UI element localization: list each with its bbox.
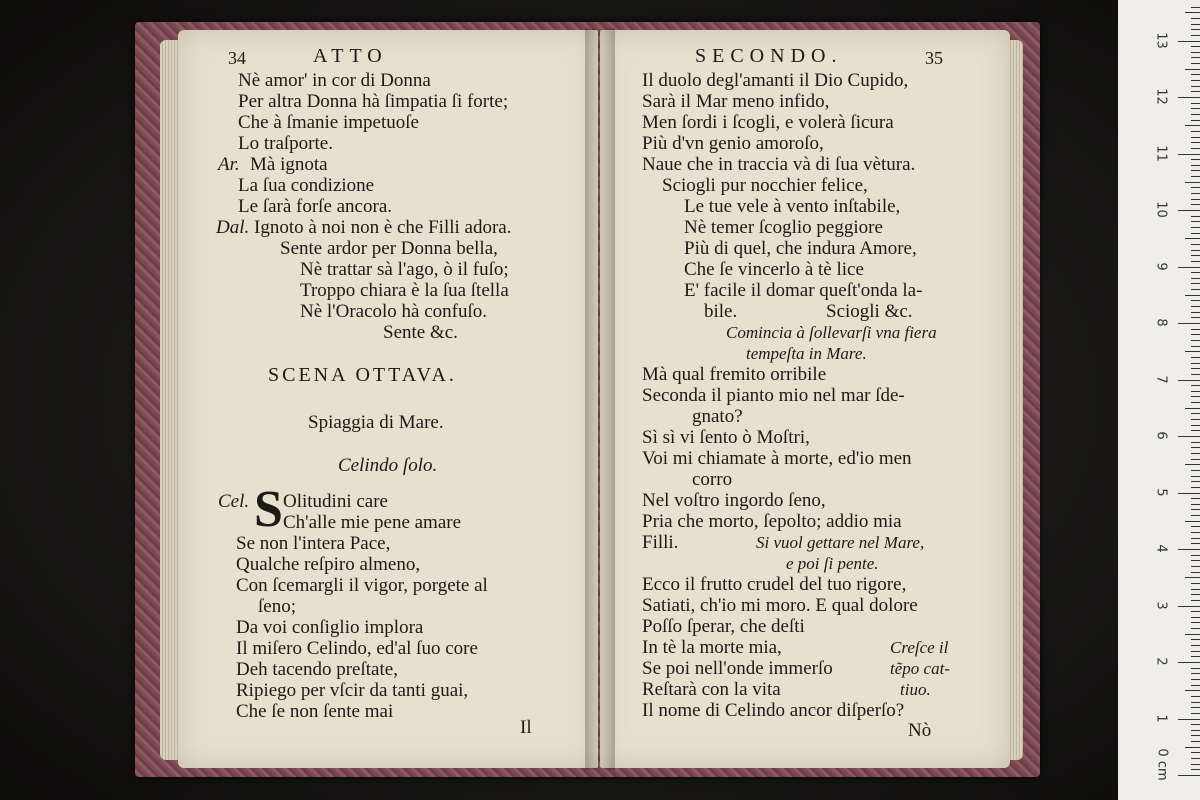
ruler-tick <box>1191 453 1200 454</box>
ruler-tick <box>1191 532 1200 533</box>
ruler-tick <box>1191 261 1200 262</box>
ruler-tick <box>1191 617 1200 618</box>
text-line: Sente &c. <box>383 322 458 343</box>
text-line: Se poi nell'onde immerſo <box>642 658 833 679</box>
text-line: Il duolo degl'amanti il Dio Cupido, <box>642 70 909 91</box>
ruler-tick <box>1178 493 1200 494</box>
running-head: SECONDO. <box>695 45 843 67</box>
ruler-tick <box>1191 35 1200 36</box>
ruler-label: 5 <box>1153 487 1169 497</box>
ruler-tick <box>1178 662 1200 663</box>
ruler-tick <box>1191 639 1200 640</box>
ruler-tick <box>1191 572 1200 573</box>
ruler-tick <box>1191 656 1200 657</box>
ruler-tick <box>1191 300 1200 301</box>
scene-title: SCENA OTTAVA. <box>268 364 457 386</box>
ruler-tick <box>1191 131 1200 132</box>
ruler-tick <box>1191 419 1200 420</box>
ruler-tick <box>1191 306 1200 307</box>
ruler-tick <box>1191 216 1200 217</box>
ruler-tick <box>1191 340 1200 341</box>
ruler-tick <box>1191 199 1200 200</box>
ruler-tick <box>1191 402 1200 403</box>
text-line: ſeno; <box>258 596 296 617</box>
ruler-tick <box>1191 233 1200 234</box>
text-line: Nel voſtro ingordo ſeno, <box>642 490 826 511</box>
ruler-tick <box>1191 628 1200 629</box>
ruler-tick <box>1191 413 1200 414</box>
ruler-tick <box>1191 515 1200 516</box>
ruler-tick <box>1191 289 1200 290</box>
text-line: Sciogli &c. <box>826 301 913 322</box>
text-line: E' facile il domar queſt'onda la- <box>684 280 923 301</box>
ruler-tick <box>1191 317 1200 318</box>
ruler-tick <box>1191 622 1200 623</box>
text-line: Satiati, ch'io mi moro. E qual dolore <box>642 595 918 616</box>
left-page <box>178 30 598 768</box>
ruler-tick <box>1191 600 1200 601</box>
ruler-tick <box>1178 41 1200 42</box>
text-line: Più di quel, che indura Amore, <box>684 238 917 259</box>
text-line: Ecco il frutto crudel del tuo rigore, <box>642 574 907 595</box>
ruler-tick <box>1191 57 1200 58</box>
ruler-tick <box>1191 555 1200 556</box>
ruler-tick <box>1191 504 1200 505</box>
stage-direction: tẽpo cat- <box>890 659 950 678</box>
text-line: Nè trattar sà l'ago, ò il fuſo; <box>300 259 509 280</box>
ruler-tick <box>1191 227 1200 228</box>
ruler-tick <box>1191 735 1200 736</box>
ruler-tick <box>1191 148 1200 149</box>
text-line: Che ſe non ſente mai <box>236 701 394 722</box>
ruler-tick <box>1178 436 1200 437</box>
ruler-label: 2 <box>1153 657 1169 666</box>
ruler-label: 10 <box>1153 201 1169 218</box>
ruler-tick <box>1191 752 1200 753</box>
text-line: Più d'vn genio amoroſo, <box>642 133 824 154</box>
ruler-tick <box>1191 374 1200 375</box>
ruler-tick <box>1191 86 1200 87</box>
stage-direction: tempeſta in Mare. <box>746 344 867 363</box>
ruler-tick <box>1191 583 1200 584</box>
ruler-tick <box>1178 719 1200 720</box>
ruler-tick <box>1191 159 1200 160</box>
ruler-tick <box>1191 594 1200 595</box>
text-line: La ſua condizione <box>238 175 375 196</box>
text-line: Nè l'Oracolo hà confuſo. <box>300 301 488 322</box>
page-number: 35 <box>925 48 943 68</box>
text-line: Nè amor' in cor di Donna <box>238 70 431 91</box>
ruler-tick <box>1191 363 1200 364</box>
ruler-tick <box>1178 210 1200 211</box>
ruler-tick <box>1185 521 1200 522</box>
ruler-tick <box>1185 464 1200 465</box>
ruler-tick <box>1178 380 1200 381</box>
ruler-tick <box>1191 707 1200 708</box>
ruler-tick <box>1191 74 1200 75</box>
text-line: Le tue vele à vento inſtabile, <box>684 196 901 217</box>
measuring-ruler <box>1118 0 1200 800</box>
ruler-tick <box>1191 769 1200 770</box>
ruler-label: 7 <box>1153 374 1169 384</box>
text-line: Qualche reſpiro almeno, <box>236 554 421 575</box>
ruler-tick <box>1178 606 1200 607</box>
ruler-label: 13 <box>1153 31 1169 49</box>
ruler-tick <box>1185 577 1200 578</box>
ruler-tick <box>1191 52 1200 53</box>
ruler-tick <box>1191 137 1200 138</box>
ruler-tick <box>1178 549 1200 550</box>
text-line: Sciogli pur nocchier felice, <box>662 175 868 196</box>
ruler-tick <box>1191 543 1200 544</box>
text-line: Olitudini care <box>283 491 388 512</box>
character-note: Celindo ſolo. <box>338 455 438 476</box>
ruler-tick <box>1185 747 1200 748</box>
ruler-tick <box>1191 346 1200 347</box>
ruler-label: 6 <box>1153 431 1169 440</box>
ruler-tick <box>1191 538 1200 539</box>
ruler-tick <box>1191 391 1200 392</box>
ruler-tick <box>1191 63 1200 64</box>
ruler-tick <box>1185 351 1200 352</box>
text-line: bile. <box>704 301 738 322</box>
ruler-tick <box>1191 29 1200 30</box>
ruler-tick <box>1191 447 1200 448</box>
ruler-tick <box>1191 679 1200 680</box>
text-line: corro <box>692 469 733 490</box>
ruler-tick <box>1191 250 1200 251</box>
text-line: Ch'alle mie pene amare <box>283 512 462 533</box>
text-line: Ripiego per vſcir da tanti guai, <box>236 680 469 701</box>
ruler-tick <box>1185 69 1200 70</box>
ruler-tick <box>1185 408 1200 409</box>
text-line: Il nome di Celindo ancor diſperſo? <box>642 700 905 721</box>
scene-setting: Spiaggia di Mare. <box>308 412 444 433</box>
ruler-label: 0 cm <box>1154 748 1170 781</box>
ruler-tick <box>1191 114 1200 115</box>
text-line: gnato? <box>692 406 743 427</box>
ruler-label: 11 <box>1153 144 1169 162</box>
stage-direction: tiuo. <box>900 680 931 699</box>
ruler-tick <box>1191 560 1200 561</box>
ruler-tick <box>1191 498 1200 499</box>
ruler-tick <box>1191 487 1200 488</box>
text-line: Seconda il pianto mio nel mar ſde- <box>642 385 905 406</box>
text-line: Con ſcemargli il vigor, porgete al <box>236 575 488 596</box>
ruler-tick <box>1191 651 1200 652</box>
ruler-tick <box>1191 702 1200 703</box>
ruler-tick <box>1191 713 1200 714</box>
ruler-tick <box>1191 108 1200 109</box>
right-page <box>600 30 1010 768</box>
ruler-tick <box>1191 204 1200 205</box>
ruler-tick <box>1178 267 1200 268</box>
text-line: Deh tacendo preſtate, <box>236 659 398 680</box>
ruler-tick <box>1191 312 1200 313</box>
ruler-tick <box>1191 481 1200 482</box>
ruler-tick <box>1191 668 1200 669</box>
ruler-label: 8 <box>1153 318 1169 327</box>
ruler-label: 1 <box>1153 713 1169 723</box>
ruler-tick <box>1191 18 1200 19</box>
running-head: ATTO <box>313 45 388 67</box>
ruler-tick <box>1191 120 1200 121</box>
text-line: Poſſo ſperar, che deſti <box>642 616 805 637</box>
ruler-tick <box>1191 730 1200 731</box>
ruler-tick <box>1191 741 1200 742</box>
ruler-tick <box>1191 673 1200 674</box>
catchword: Nò <box>908 720 932 741</box>
ruler-tick <box>1191 91 1200 92</box>
text-line: Ignoto à noi non è che Filli adora. <box>254 217 512 238</box>
ruler-tick <box>1191 255 1200 256</box>
text-line: Da voi conſiglio implora <box>236 617 424 638</box>
ruler-tick <box>1191 758 1200 759</box>
page-number: 34 <box>228 48 246 68</box>
ruler-tick <box>1191 165 1200 166</box>
ruler-tick <box>1191 425 1200 426</box>
text-line: Che ſe vincerlo à tè lice <box>684 259 864 280</box>
ruler-tick <box>1191 176 1200 177</box>
text-line: Sente ardor per Donna bella, <box>280 238 498 259</box>
ruler-tick <box>1191 170 1200 171</box>
ruler-tick <box>1191 221 1200 222</box>
text-line: Pria che morto, ſepolto; addio mia <box>642 511 902 532</box>
ruler-tick <box>1178 97 1200 98</box>
ruler-tick <box>1191 396 1200 397</box>
ruler-tick <box>1191 645 1200 646</box>
stage-direction: Creſce il <box>890 638 949 657</box>
ruler-tick <box>1178 775 1200 776</box>
ruler-tick <box>1185 634 1200 635</box>
drop-cap: S <box>254 481 283 538</box>
stage-direction: Comincia à ſollevarſi vna fiera <box>726 323 937 342</box>
text-line: Filli. <box>642 532 679 553</box>
ruler-tick <box>1191 442 1200 443</box>
text-line: Lo traſporte. <box>238 133 333 154</box>
text-line: Mà qual fremito orribile <box>642 364 827 385</box>
speaker-label: Dal. <box>216 217 250 238</box>
ruler-tick <box>1178 154 1200 155</box>
text-line: In tè la morte mia, <box>642 637 782 658</box>
ruler-tick <box>1191 187 1200 188</box>
text-line: Il miſero Celindo, ed'al ſuo core <box>236 638 478 659</box>
text-line: Se non l'intera Pace, <box>236 533 391 554</box>
book-gutter <box>585 28 615 770</box>
ruler-tick <box>1191 357 1200 358</box>
ruler-tick <box>1191 103 1200 104</box>
ruler-tick <box>1191 526 1200 527</box>
ruler-tick <box>1191 611 1200 612</box>
text-line: Per altra Donna hà ſimpatia ſi forte; <box>238 91 509 112</box>
catchword: Il <box>520 717 532 738</box>
ruler-tick <box>1191 24 1200 25</box>
ruler-tick <box>1191 589 1200 590</box>
stage-direction: Si vuol gettare nel Mare, <box>756 533 925 552</box>
text-line: Troppo chiara è la ſua ſtella <box>300 280 509 301</box>
speaker-label: Cel. <box>218 491 250 512</box>
text-line: Naue che in traccia và di ſua vètura. <box>642 154 916 175</box>
ruler-tick <box>1191 272 1200 273</box>
ruler-tick <box>1191 283 1200 284</box>
ruler-label: 9 <box>1153 261 1169 271</box>
ruler-tick <box>1178 323 1200 324</box>
ruler-tick <box>1185 125 1200 126</box>
ruler-tick <box>1191 244 1200 245</box>
ruler-tick <box>1191 278 1200 279</box>
ruler-tick <box>1185 12 1200 13</box>
ruler-tick <box>1191 470 1200 471</box>
text-line: Mà ignota <box>250 154 328 175</box>
ruler-tick <box>1191 7 1200 8</box>
ruler-tick <box>1191 696 1200 697</box>
text-line: Reſtarà con la vita <box>642 679 781 700</box>
text-line: Sì sì vi ſento ò Moſtri, <box>642 427 810 448</box>
ruler-tick <box>1191 329 1200 330</box>
ruler-tick <box>1191 509 1200 510</box>
ruler-label: 3 <box>1153 600 1169 610</box>
ruler-tick <box>1191 566 1200 567</box>
ruler-tick <box>1185 295 1200 296</box>
ruler-tick <box>1191 476 1200 477</box>
speaker-label: Ar. <box>218 154 240 175</box>
ruler-tick <box>1185 238 1200 239</box>
ruler-tick <box>1185 690 1200 691</box>
ruler-tick <box>1191 334 1200 335</box>
ruler-tick <box>1191 46 1200 47</box>
text-line: Voi mi chiamate à morte, ed'io men <box>642 448 912 469</box>
ruler-label: 4 <box>1153 544 1169 553</box>
ruler-tick <box>1191 764 1200 765</box>
ruler-tick <box>1191 142 1200 143</box>
text-line: Sarà il Mar meno infido, <box>642 91 830 112</box>
text-line: Le ſarà forſe ancora. <box>238 196 393 217</box>
stage-direction: e poi ſi pente. <box>786 554 879 573</box>
ruler-label: 12 <box>1153 88 1169 105</box>
text-line: Che à ſmanie impetuoſe <box>238 112 419 133</box>
ruler-tick <box>1191 368 1200 369</box>
ruler-tick <box>1191 80 1200 81</box>
text-line: Men ſordi i ſcogli, e volerà ſicura <box>642 112 894 133</box>
ruler-tick <box>1185 182 1200 183</box>
ruler-tick <box>1191 724 1200 725</box>
text-line: Nè temer ſcoglio peggiore <box>684 217 883 238</box>
ruler-tick <box>1191 430 1200 431</box>
ruler-tick <box>1191 685 1200 686</box>
ruler-tick <box>1191 193 1200 194</box>
ruler-tick <box>1191 459 1200 460</box>
ruler-tick <box>1191 385 1200 386</box>
